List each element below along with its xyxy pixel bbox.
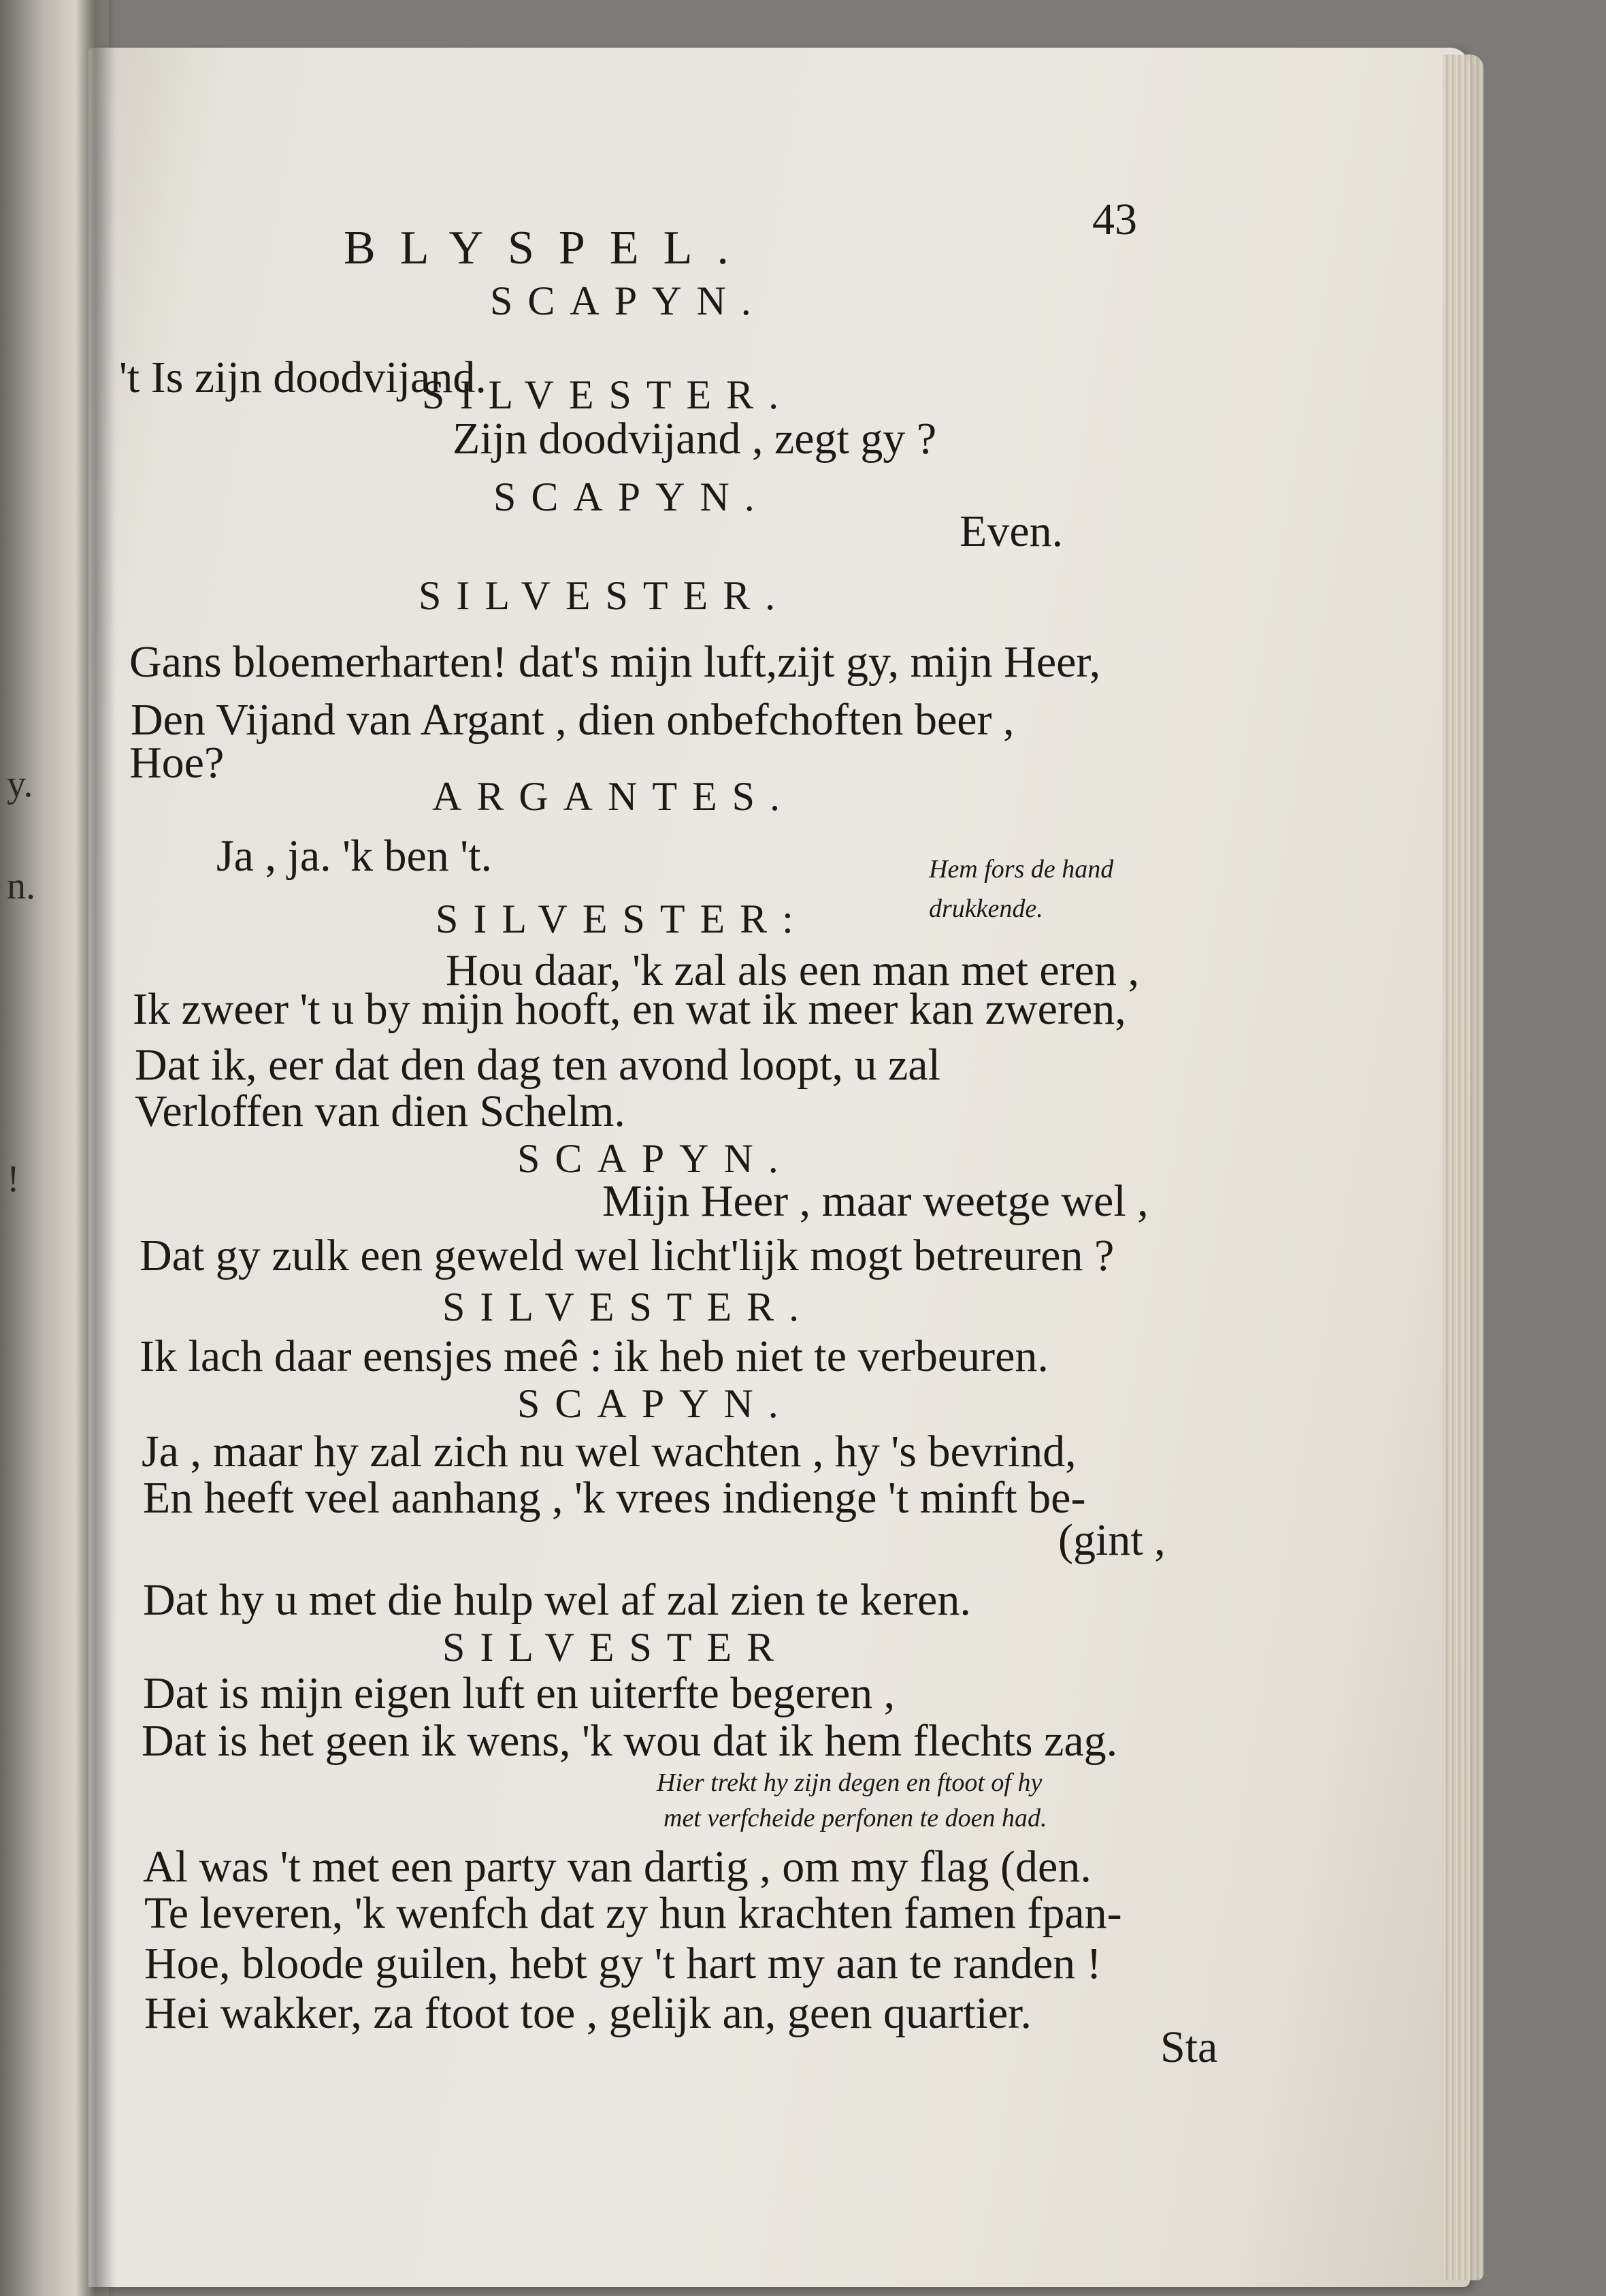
verse-line: 't Is zijn doodvijand. xyxy=(119,353,487,402)
page-number: 43 xyxy=(1092,195,1137,244)
stage-direction: Hier trekt hy zijn degen en ftoot of hy xyxy=(657,1768,1043,1797)
verse-line: Ik zweer 't u by mijn hooft, en wat ik meer kan zweren, xyxy=(133,984,1126,1034)
verse-line: Verloffen van dien Schelm. xyxy=(135,1086,625,1136)
verse-line: Te leveren, 'k wenfch dat zy hun krachten famen fpan- xyxy=(144,1888,1122,1938)
verse-line: Ik lach daar eensjes meê : ik heb niet te verbeuren. xyxy=(140,1331,1049,1381)
stage-direction: met verfcheide perfonen te doen had. xyxy=(663,1804,1047,1832)
speaker-name: SCAPYN. xyxy=(493,474,770,519)
speaker-name: SILVESTER. xyxy=(442,1284,815,1329)
speaker-name: SILVESTER. xyxy=(419,573,791,618)
verse-line: Dat is mijn eigen luft en uiterfte begeren , xyxy=(143,1668,896,1718)
verse-line: Dat hy u met die hulp wel af zal zien te keren. xyxy=(143,1575,971,1625)
verse-line: Den Vijand van Argant , dien onbefchoften beer , xyxy=(131,695,1015,745)
facing-page-fragment: ! xyxy=(7,1158,20,1200)
verse-line: Dat gy zulk een geweld wel licht'lijk mogt betreuren ? xyxy=(140,1231,1115,1280)
verse-line: Hei wakker, za ftoot toe , gelijk an, geen quartier. xyxy=(144,1988,1032,2038)
verse-line: Hoe, bloode guilen, hebt gy 't hart my aan te randen ! xyxy=(144,1939,1102,1988)
stage-direction: Hem fors de hand xyxy=(929,855,1114,884)
verse-line: Dat ik, eer dat den dag ten avond loopt, u zal xyxy=(135,1040,940,1090)
page-edge xyxy=(1443,54,1484,2280)
verse-line: Mijn Heer , maar weetge wel , xyxy=(602,1176,1149,1226)
speaker-name: SCAPYN. xyxy=(490,278,766,323)
speaker-name: SILVESTER: xyxy=(436,896,808,941)
verse-line: Gans bloemerharten! dat's mijn luft,zijt gy, mijn Heer, xyxy=(129,637,1101,687)
verse-line: Hoe? xyxy=(129,738,225,788)
verse-line: Ja , ja. 'k ben 't. xyxy=(216,831,493,881)
verse-line: Zijn doodvijand , zegt gy ? xyxy=(453,414,937,464)
gutter-shadow xyxy=(75,0,116,2296)
stage-direction: drukkende. xyxy=(929,894,1043,923)
verse-line: Al was 't met een party van dartig , om my flag (den. xyxy=(143,1842,1092,1892)
running-head: BLYSPEL. xyxy=(344,222,753,274)
facing-page-fragment: n. xyxy=(7,865,35,907)
speaker-name: SCAPYN. xyxy=(517,1381,793,1426)
verse-line: Even. xyxy=(960,506,1064,556)
speaker-name: SILVESTER. xyxy=(422,372,794,417)
catchword: Sta xyxy=(1160,2022,1218,2072)
verse-line: Dat is het geen ik wens, 'k wou dat ik hem flechts zag. xyxy=(142,1716,1118,1766)
speaker-name: SCAPYN. xyxy=(517,1136,793,1181)
verse-line: Hou daar, 'k zal als een man met eren , xyxy=(446,945,1139,995)
facing-page-fragment: y. xyxy=(7,763,33,805)
speaker-name: SILVESTER xyxy=(442,1625,789,1670)
verse-line: Ja , maar hy zal zich nu wel wachten , hy 's bevrind, xyxy=(142,1427,1077,1476)
speaker-name: ARGANTES. xyxy=(432,774,796,819)
verse-line: En heeft veel aanhang , 'k vrees indienge 't minft be- xyxy=(143,1473,1086,1523)
verse-line: (gint , xyxy=(1058,1515,1166,1565)
